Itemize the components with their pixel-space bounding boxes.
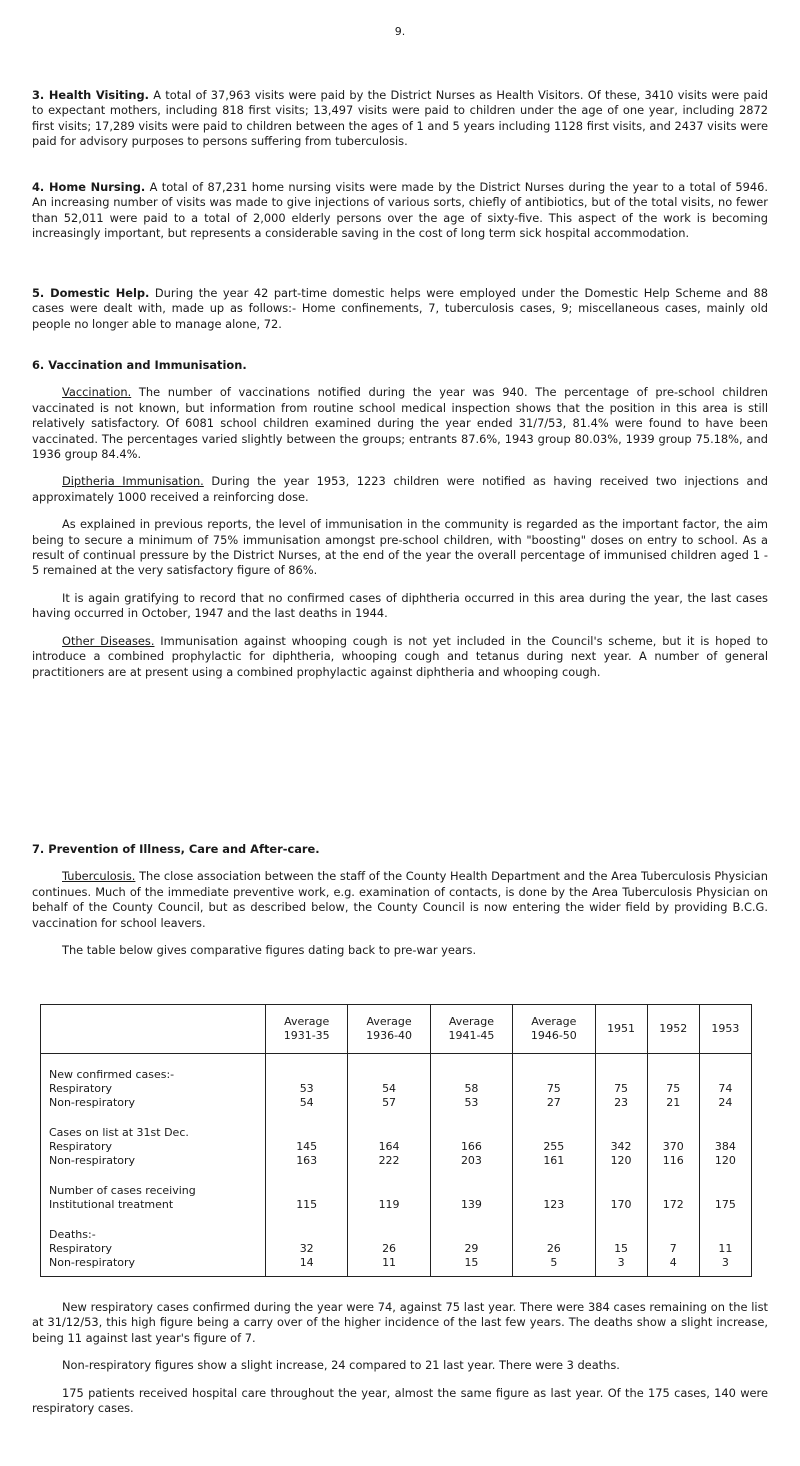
tuberculosis-table [40,1004,752,1277]
data-column: 53 54 145 163 115 32 14 [266,1054,348,1277]
paragraph-text: As explained in previous reports, the level of immunisation in the community is regarded as the important factor, the aim being to secure a minimum of 75% immunisation amongst pre-school children, with "boosting" doses on entry to school. As a result of continual pressure by the District Nurses, at the end of the year the overall percentage of immunised children aged 1 - 5 remained at the very satisfactory figure of 86%. [32,517,768,578]
header-cell: Average 1936-40 [348,1005,430,1054]
paragraph-text: The table below gives comparative figures dating back to pre-war years. [62,943,477,958]
section-closing [32,1300,768,1416]
subheading: Diptheria Immunisation. [62,474,204,489]
section-vaccination [32,358,768,680]
section-prevention [32,842,768,958]
data-column: 75 27 255 161 123 26 5 [513,1054,595,1277]
data-column: 75 21 370 116 172 7 4 [647,1054,699,1277]
paragraph-text: Immunisation against whooping cough is not yet included in the Council's scheme, but it is hoped to introduce a combined prophylactic for diphtheria, whooping cough and tetanus during next year. A number of general practitioners are at present using a combined prophylactic against diphtheria and whooping cough. [32,633,768,679]
paragraph-text: It is again gratifying to record that no confirmed cases of diphtheria occurred in this area during the year, the last cases having occurred in October, 1947 and the last deaths in 1944. [32,590,768,621]
data-column: 74 24 384 120 175 11 3 [699,1054,751,1277]
data-column: 75 23 342 120 170 15 3 [595,1054,647,1277]
paragraph-text: Non-respiratory figures show a slight increase, 24 compared to 21 last year. There were 3 deaths. [62,1358,620,1373]
paragraph-text: New respiratory cases confirmed during the year were 74, against 75 last year. There were 384 cases remaining on the list at 31/12/53, this high figure being a carry over of the higher incidence of the last few years. The deaths show a slight increase, being 11 against last year's figure of 7. [32,1300,768,1345]
section-heading: 6. Vaccination and Immunisation. [32,358,247,372]
subheading: Other Diseases. [62,633,155,648]
section-heading: 3. Health Visiting. [32,88,149,102]
paragraph-text: A total of 37,963 visits were paid by the District Nurses as Health Visitors. Of these, 3410 visits were paid to expectant mothers, including 818 first visits; 13,497 visits were paid to children under the age of one year, including 2872 first visits; 17,289 visits were paid to children between the ages of 1 and 5 years including 1128 first visits, and 2437 visits were paid for advisory purposes to persons suffering from tuberculosis. [32,88,768,149]
paragraph-text: 175 patients received hospital care throughout the year, almost the same figure as last year. Of the 175 cases, 140 were respiratory cases. [32,1385,768,1416]
paragraph-text: The number of vaccinations notified during the year was 940. The percentage of pre-school children vaccinated is not known, but information from routine school medical inspection shows that the position in this area is still relatively satisfactory. Of 6081 school children examined during the year ended 31/7/53, 81.4% were found to have been vaccinated. The percentages varied slightly between the groups; entrants 87.6%, 1943 group 80.03%, 1939 group 75.18%, and 1936 group 84.4%. [32,385,768,462]
subheading: Vaccination. [62,385,132,400]
data-column: 54 57 164 222 119 26 11 [348,1054,430,1277]
paragraph-text: A total of 87,231 home nursing visits were made by the District Nurses during the year to a total of 5946. An increasing number of visits was made to give injections of various sorts, chiefly of antibiotics, but of the total visits, no fewer than 52,011 were paid to a total of 2,000 elderly persons over the age of sixty-five. This aspect of the work is becoming increasingly important, but represents a considerable saving in the cost of long term sick hospital accommodation. [32,180,769,241]
paragraph-text: The close association between the staff of the County Health Department and the Area Tuberculosis Physician continues. Much of the immediate preventive work, e.g. examination of contacts, is done by the Area Tuberculosis Physician on behalf of the County Council, but as described below, the County Council is now entering the wider field by providing B.C.G. vaccination for school leavers. [32,869,768,930]
subheading: Tuberculosis. [62,869,136,884]
table-header-row [41,1005,752,1054]
header-cell: Average 1941-45 [430,1005,512,1054]
section-heading: 5. Domestic Help. [32,286,150,300]
page-number: 9. [394,25,406,38]
section-health-visiting [32,88,768,150]
label-column: New confirmed cases:- Respiratory Non-respiratory Cases on list at 31st Dec. Respiratory Non-respiratory Number of cases receiving Institutional treatment Deaths:- Respiratory Non-respiratory [41,1054,266,1277]
header-cell: 1953 [699,1005,751,1054]
header-cell: 1952 [647,1005,699,1054]
table-row [41,1054,752,1277]
header-cell: Average 1931-35 [266,1005,348,1054]
paragraph-text: During the year 1953, 1223 children were notified as having received two injections and approximately 1000 received a reinforcing dose. [32,474,768,504]
data-column: 58 53 166 203 139 29 15 [430,1054,512,1277]
section-heading: 7. Prevention of Illness, Care and After-care. [32,842,320,856]
header-cell [41,1005,266,1054]
section-home-nursing [32,180,768,242]
header-cell: 1951 [595,1005,647,1054]
header-cell: Average 1946-50 [513,1005,595,1054]
section-heading: 4. Home Nursing. [32,180,146,194]
section-domestic-help [32,286,768,332]
paragraph-text: During the year 42 part-time domestic helps were employed under the Domestic Help Scheme and 88 cases were dealt with, made up as follows:- Home confinements, 7, tuberculosis cases, 9; miscellaneous cases, mainly old people no longer able to manage alone, 72. [32,286,768,331]
